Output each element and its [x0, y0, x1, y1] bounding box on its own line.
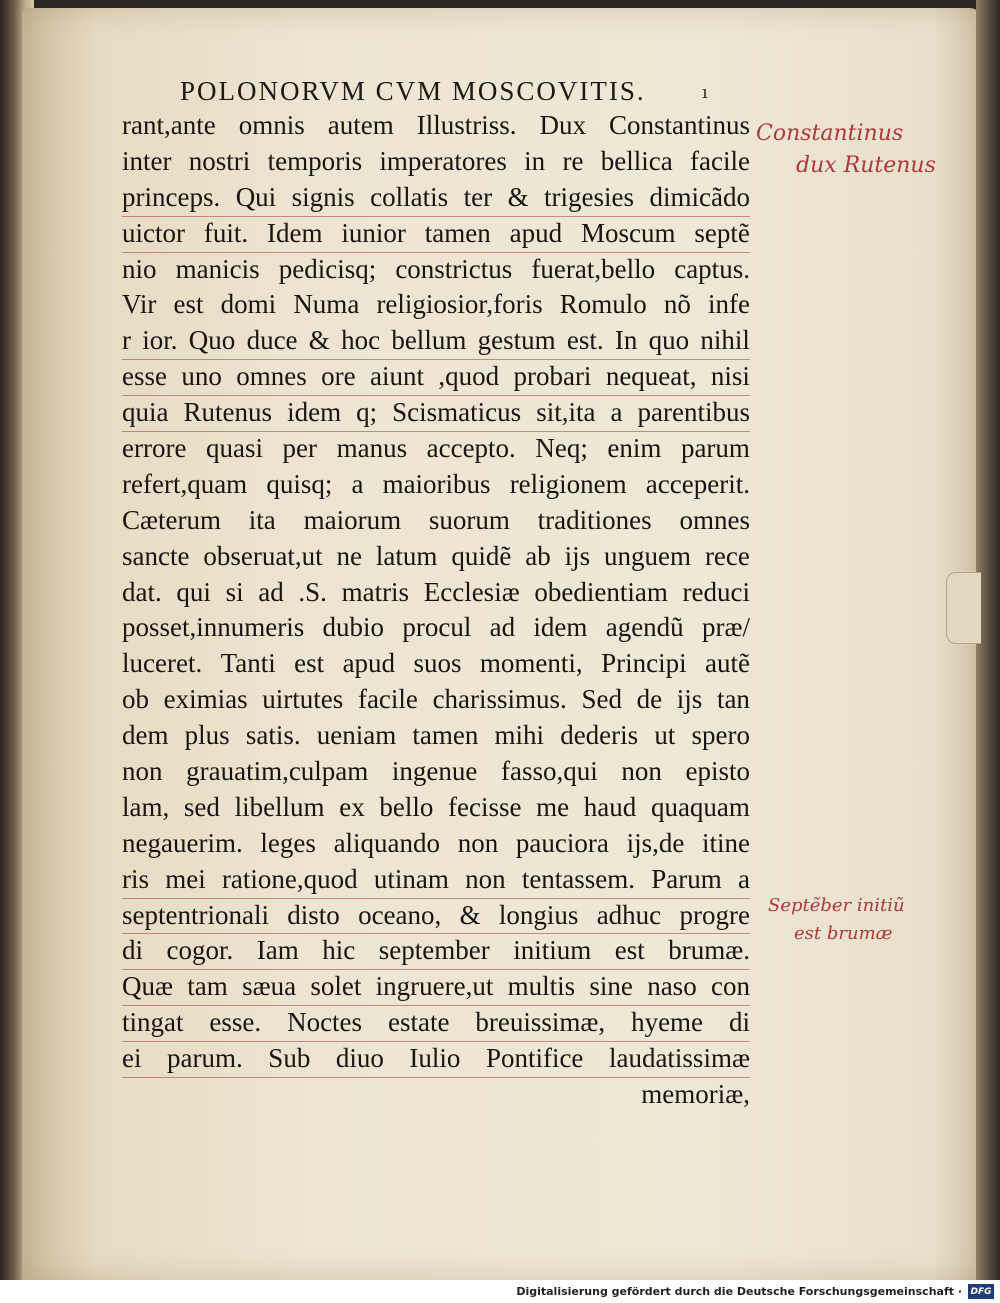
text-word: quisq;: [266, 468, 333, 499]
text-word: ore: [321, 361, 356, 392]
text-line: [122, 1041, 750, 1078]
text-word: septentrionali: [122, 899, 269, 930]
text-word: Iam: [256, 935, 299, 966]
text-word: parum: [680, 433, 750, 464]
text-word: disto: [287, 899, 340, 930]
text-line: [122, 539, 750, 575]
text-word: Vir: [122, 289, 157, 320]
text-word: præ/: [701, 612, 750, 643]
text-word: religionem: [509, 468, 627, 499]
text-word: inter: [122, 145, 172, 176]
text-word: nio: [122, 253, 157, 284]
text-word: di: [728, 1007, 750, 1038]
text-word: aliquando: [333, 827, 441, 858]
text-word: &: [507, 181, 529, 212]
text-line: [122, 323, 750, 360]
text-word: manicis: [175, 253, 260, 284]
text-word: infe: [708, 289, 750, 320]
text-word: solet: [310, 971, 362, 1002]
text-word: maiorum: [303, 504, 402, 535]
text-line: [122, 216, 750, 253]
text-word: Dux: [539, 110, 586, 140]
text-word: fuerat,bello: [531, 253, 656, 284]
margin-note-line: est brumæ: [794, 923, 893, 944]
text-word: idem: [533, 612, 588, 643]
text-word: ,quod: [438, 361, 500, 392]
text-line: [122, 503, 750, 539]
text-word: Parum: [651, 863, 722, 894]
text-word: haud: [583, 791, 637, 822]
text-word: breuissimæ,: [475, 1007, 606, 1038]
margin-note-constantinus: [756, 118, 936, 182]
text-word: ratione,quod: [221, 863, 358, 894]
text-word: tentassem.: [521, 863, 636, 894]
margin-note-september: [768, 892, 905, 948]
dfg-logo: DFG: [968, 1284, 994, 1299]
text-word: probari: [513, 361, 592, 392]
text-word: omnes: [679, 504, 750, 535]
text-word: tamen: [424, 217, 491, 248]
text-word: unguem: [604, 540, 692, 571]
text-word: in: [524, 145, 546, 176]
text-word: enim: [607, 433, 662, 464]
margin-note-line: Constantinus: [756, 121, 904, 146]
text-word: nisi: [710, 361, 750, 392]
text-word: uictor: [122, 217, 185, 248]
text-word: estate: [387, 1007, 450, 1038]
text-line: [122, 790, 750, 826]
text-line: [122, 898, 750, 935]
text-word: iunior: [341, 217, 406, 248]
text-word: apud: [342, 648, 396, 679]
text-word: ut: [654, 720, 676, 751]
text-word: In: [614, 325, 638, 356]
text-word: est: [294, 648, 325, 679]
text-word: Romulo: [559, 289, 647, 320]
text-word: dem: [122, 720, 169, 751]
text-word: di: [122, 935, 144, 966]
text-word: Iulio: [409, 1043, 461, 1074]
text-word: est: [614, 935, 645, 966]
text-word: longius: [498, 899, 579, 930]
page-tab: [946, 572, 981, 644]
text-line: [122, 359, 750, 396]
text-word: leges: [260, 827, 316, 858]
text-word: hoc: [341, 325, 381, 356]
text-word: Ecclesiæ: [423, 576, 520, 607]
text-word: ad: [258, 576, 284, 607]
text-line: [122, 862, 750, 899]
running-header: POLONORVM CVM MOSCOVITIS.: [180, 76, 646, 106]
text-word: ingruere,ut: [375, 971, 494, 1002]
text-word: multis: [507, 971, 576, 1002]
text-word: tan: [716, 684, 750, 715]
text-word: non: [122, 756, 163, 787]
text-word: posset,innumeris: [122, 612, 305, 643]
text-line: [122, 431, 750, 467]
text-line: [122, 969, 750, 1006]
text-word: Constantinus: [608, 110, 750, 140]
text-word: traditiones: [537, 504, 652, 535]
text-word: bello: [379, 791, 434, 822]
text-word: nihil: [700, 325, 750, 356]
margin-note-line: Septẽber initiũ: [768, 895, 905, 916]
text-word: quia: [122, 397, 169, 428]
text-word: errore: [122, 433, 187, 464]
text-word: suorum: [428, 504, 510, 535]
text-word: Qui: [235, 181, 277, 212]
text-word: luceret.: [122, 648, 203, 679]
text-word: ad: [489, 612, 516, 643]
text-word: Cæterum: [122, 504, 221, 535]
text-word: sed: [183, 791, 220, 822]
text-word: r: [122, 325, 131, 356]
text-line: [122, 287, 750, 323]
text-word: domi: [220, 289, 277, 320]
text-word: itine: [702, 827, 750, 858]
text-word: maioribus: [382, 468, 491, 499]
text-word: satis.: [245, 720, 301, 751]
text-word: manus: [336, 433, 408, 464]
text-word: plus: [184, 720, 230, 751]
text-word: me: [536, 791, 570, 822]
text-word: Sed: [581, 684, 622, 715]
text-word: hyeme: [631, 1007, 704, 1038]
text-word: mei: [165, 863, 206, 894]
text-word: re: [562, 145, 584, 176]
text-word: facile: [690, 145, 750, 176]
text-word: ueniam: [316, 720, 397, 751]
text-word: imperatores: [379, 145, 507, 176]
text-line: [122, 108, 750, 144]
catchword: memoriæ,: [641, 1079, 750, 1110]
folio-mark: ı: [702, 82, 708, 103]
text-line: [122, 682, 750, 718]
text-word: de: [636, 684, 663, 715]
text-word: .S.: [298, 576, 327, 607]
text-line: [122, 575, 750, 611]
text-word: Numa: [293, 289, 360, 320]
text-word: hic: [322, 935, 356, 966]
text-word: ijs,de: [626, 827, 685, 858]
text-word: refert,quam: [122, 468, 248, 499]
text-word: a: [351, 468, 364, 499]
text-word: dimicãdo: [649, 181, 750, 212]
text-word: ita: [248, 504, 276, 535]
text-word: sine: [589, 971, 633, 1002]
text-word: nõ: [663, 289, 691, 320]
text-word: Rutenus: [183, 397, 273, 428]
text-word: ex: [339, 791, 365, 822]
text-word: Neq;: [535, 433, 588, 464]
text-word: trigesies: [544, 181, 635, 212]
text-word: Moscum: [581, 217, 676, 248]
text-word: si: [225, 576, 244, 607]
text-word: matris: [341, 576, 410, 607]
text-line: [122, 646, 750, 682]
text-word: reduci: [682, 576, 750, 607]
text-word: ior.: [142, 325, 178, 356]
text-word: Sub: [268, 1043, 311, 1074]
text-word: ijs: [564, 540, 591, 571]
text-word: fuit.: [203, 217, 249, 248]
text-line: [122, 610, 750, 646]
text-word: Principi: [601, 648, 687, 679]
text-word: est.: [566, 325, 604, 356]
text-word: fasso,qui: [501, 756, 598, 787]
text-word: lam,: [122, 791, 170, 822]
text-word: laudatissimæ: [608, 1043, 750, 1074]
text-word: charissimus.: [432, 684, 567, 715]
text-word: september: [378, 935, 490, 966]
text-word: sæua: [242, 971, 297, 1002]
text-word: ne: [336, 540, 362, 571]
text-word: initium: [513, 935, 592, 966]
text-line: [122, 718, 750, 754]
text-word: autẽ: [705, 648, 750, 679]
text-word: ris: [122, 863, 149, 894]
text-word: pauciora: [515, 827, 609, 858]
text-word: uirtutes: [262, 684, 344, 715]
text-word: &: [459, 899, 481, 930]
text-word: negauerim.: [122, 827, 243, 858]
text-word: dubio: [322, 612, 385, 643]
text-word: ab: [525, 540, 551, 571]
text-line: [122, 754, 750, 790]
text-word: libellum: [234, 791, 325, 822]
text-word: procul: [402, 612, 472, 643]
text-word: omnis: [238, 110, 305, 140]
text-word: q;: [356, 397, 378, 428]
funding-credit: Digitalisierung gefördert durch die Deutsche Forschungsgemeinschaft ·: [516, 1285, 962, 1298]
text-word: aiunt: [369, 361, 424, 392]
text-line: [122, 144, 750, 180]
text-line: [122, 395, 750, 432]
text-word: oceano,: [358, 899, 442, 930]
text-word: accepto.: [426, 433, 516, 464]
text-line: [122, 826, 750, 862]
text-word: grauatim,culpam: [186, 756, 369, 787]
text-word: esse.: [209, 1007, 262, 1038]
text-word: ob: [122, 684, 149, 715]
text-word: ijs: [676, 684, 703, 715]
text-word: fecisse: [448, 791, 522, 822]
text-word: diuo: [335, 1043, 384, 1074]
text-word: naso: [647, 971, 697, 1002]
text-word: est: [173, 289, 204, 320]
text-word: omnes: [236, 361, 307, 392]
text-word: tingat: [122, 1007, 184, 1038]
text-word: princeps.: [122, 181, 221, 212]
text-word: quasi: [206, 433, 263, 464]
text-word: bellum: [391, 325, 467, 356]
text-word: parentibus: [637, 397, 750, 428]
text-word: dat.: [122, 576, 162, 607]
text-word: suos: [413, 648, 462, 679]
text-word: non: [621, 756, 662, 787]
text-word: autem: [327, 110, 394, 140]
text-word: nostri: [188, 145, 251, 176]
text-line: [122, 467, 750, 503]
text-word: ingenue: [391, 756, 478, 787]
text-word: esse: [122, 361, 167, 392]
text-word: quaquam: [650, 791, 750, 822]
text-word: gestum: [477, 325, 556, 356]
text-word: non: [465, 863, 506, 894]
text-word: agendũ: [605, 612, 684, 643]
text-word: episto: [685, 756, 750, 787]
text-word: idem: [287, 397, 342, 428]
text-word: con: [710, 971, 750, 1002]
text-word: pedicisq;: [278, 253, 377, 284]
text-word: temporis: [267, 145, 363, 176]
text-word: &: [308, 325, 330, 356]
text-word: duce: [246, 325, 298, 356]
text-word: non: [457, 827, 499, 858]
text-word: facile: [357, 684, 418, 715]
text-word: rece: [704, 540, 750, 571]
text-word: Noctes: [287, 1007, 363, 1038]
text-word: Quo: [188, 325, 236, 356]
text-word: momenti,: [479, 648, 583, 679]
text-word: signis: [291, 181, 355, 212]
text-word: a: [610, 397, 623, 428]
text-word: eximias: [163, 684, 248, 715]
text-word: qui: [176, 576, 211, 607]
text-word: Quæ: [122, 971, 174, 1002]
text-word: obseruat,ut: [203, 540, 323, 571]
text-word: tam: [187, 971, 228, 1002]
text-word: utinam: [373, 863, 449, 894]
text-word: sancte: [122, 540, 190, 571]
text-word: tamen: [412, 720, 479, 751]
text-word: Tanti: [220, 648, 276, 679]
text-word: Idem: [267, 217, 323, 248]
text-word: constrictus: [395, 253, 513, 284]
text-word: rant,ante: [122, 110, 216, 140]
text-line: [122, 252, 750, 288]
footer-bar: [0, 1280, 1000, 1303]
text-word: acceperit.: [645, 468, 750, 499]
text-word: uno: [181, 361, 222, 392]
text-word: obedientiam: [534, 576, 668, 607]
text-word: bellica: [600, 145, 673, 176]
text-word: ei: [122, 1043, 142, 1074]
text-line: [122, 1005, 750, 1042]
text-word: mihi: [494, 720, 545, 751]
text-word: collatis: [370, 181, 449, 212]
text-word: Pontifice: [485, 1043, 584, 1074]
text-word: nequeat,: [605, 361, 697, 392]
text-word: dederis: [560, 720, 639, 751]
margin-note-line: dux Rutenus: [796, 153, 936, 178]
text-line: [122, 180, 750, 217]
text-word: ter: [463, 181, 493, 212]
text-word: per: [282, 433, 318, 464]
text-word: quo: [648, 325, 690, 356]
text-word: brumæ.: [668, 935, 750, 966]
text-word: captus.: [674, 253, 750, 284]
text-word: latum: [375, 540, 438, 571]
text-word: septẽ: [694, 217, 750, 248]
text-word: parum.: [167, 1043, 243, 1074]
text-block: [122, 108, 750, 1113]
text-word: progre: [679, 899, 750, 930]
text-word: spero: [691, 720, 750, 751]
text-word: quidẽ: [451, 540, 512, 571]
text-word: sit,ita: [536, 397, 596, 428]
text-word: Illustriss.: [416, 110, 517, 140]
text-word: religiosior,foris: [376, 289, 543, 320]
text-word: Scismaticus: [392, 397, 522, 428]
text-word: apud: [509, 217, 563, 248]
text-word: cogor.: [166, 935, 234, 966]
text-word: a: [737, 863, 750, 894]
text-word: adhuc: [596, 899, 662, 930]
text-line: [122, 933, 750, 970]
